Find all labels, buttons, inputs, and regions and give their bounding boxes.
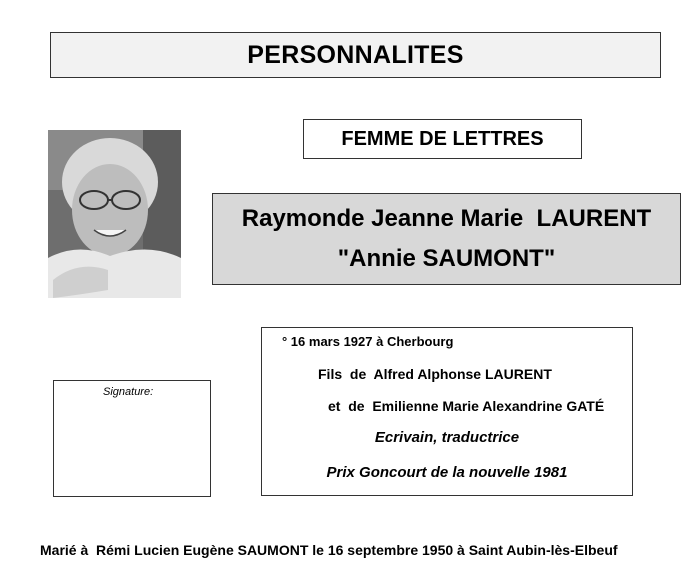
pen-name: "Annie SAUMONT" (337, 245, 556, 272)
birth-line: ° 16 mars 1927 à Cherbourg (282, 334, 454, 349)
profession-label: FEMME DE LETTRES (303, 119, 582, 159)
signature-box (53, 380, 211, 497)
portrait-image (48, 130, 181, 298)
award-line: Prix Goncourt de la nouvelle 1981 (326, 464, 568, 481)
marriage-line: Marié à Rémi Lucien Eugène SAUMONT le 16 septembre 1950 à Saint Aubin-lès-Elbeuf (40, 542, 618, 558)
occupation-line: Ecrivain, traductrice (374, 429, 520, 446)
mother-line: et de Emilienne Marie Alexandrine GATÉ (328, 398, 605, 414)
name-box (212, 193, 681, 285)
portrait-photo (48, 130, 181, 298)
signature-label: Signature: (103, 386, 154, 398)
father-line: Fils de Alfred Alphonse LAURENT (318, 366, 552, 382)
details-box (261, 327, 633, 496)
full-name: Raymonde Jeanne Marie LAURENT (241, 205, 652, 232)
page-title: PERSONNALITES (50, 32, 661, 78)
